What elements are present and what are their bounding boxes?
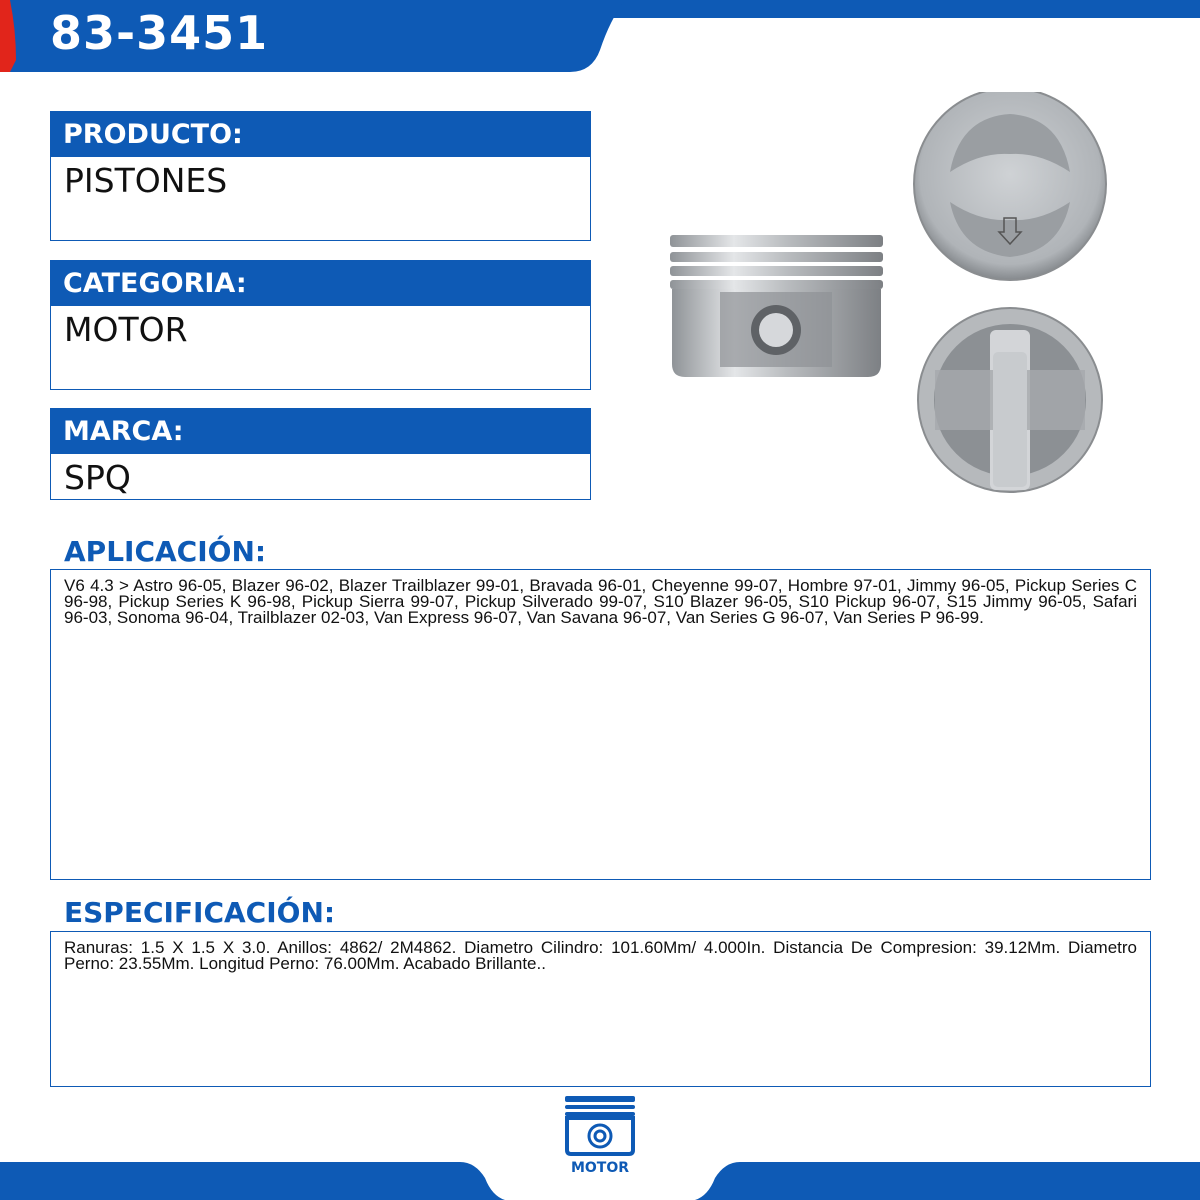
marca-label: MARCA: <box>50 408 591 454</box>
field-marca <box>50 408 591 500</box>
piston-icon <box>560 1090 640 1160</box>
aplicacion-title: APLICACIÓN: <box>64 535 267 568</box>
especificacion-text: Ranuras: 1.5 X 1.5 X 3.0. Anillos: 4862/ 2M4862. Diametro Cilindro: 101.60Mm/ 4.000In. Distancia De Compresion: 39.12Mm. Diametro Perno: 23.55Mm. Longitud Perno: 76.00Mm. Acabado Brillante.. <box>50 931 1151 1087</box>
piston-top-view <box>914 92 1106 280</box>
producto-label: PRODUCTO: <box>50 111 591 157</box>
motor-badge-label: MOTOR <box>570 1160 630 1176</box>
piston-bottom-view <box>918 308 1102 492</box>
piston-side-view <box>670 235 883 377</box>
aplicacion-text: V6 4.3 > Astro 96-05, Blazer 96-02, Blazer Trailblazer 99-01, Bravada 96-01, Cheyenne 99-07, Hombre 97-01, Jimmy 96-05, Pickup Series C 96-98, Pickup Series K 96-98, Pickup Sierra 99-07, Pickup Silverado 99-07, S10 Blazer 96-05, S10 Pickup 96-07, S15 Jimmy 96-05, Safari 96-03, Sonoma 96-04, Trailblazer 02-03, Van Express 96-07, Van Savana 96-07, Van Series G 96-07, Van Series P 96-99. <box>50 569 1151 880</box>
categoria-value: MOTOR <box>50 306 591 390</box>
product-images <box>660 92 1120 512</box>
especificacion-title: ESPECIFICACIÓN: <box>64 896 336 929</box>
field-categoria <box>50 260 591 390</box>
motor-badge <box>560 1090 640 1185</box>
marca-value: SPQ <box>50 454 591 500</box>
categoria-label: CATEGORIA: <box>50 260 591 306</box>
producto-value: PISTONES <box>50 157 591 241</box>
field-producto <box>50 111 591 241</box>
part-number: 83-3451 <box>50 6 269 60</box>
